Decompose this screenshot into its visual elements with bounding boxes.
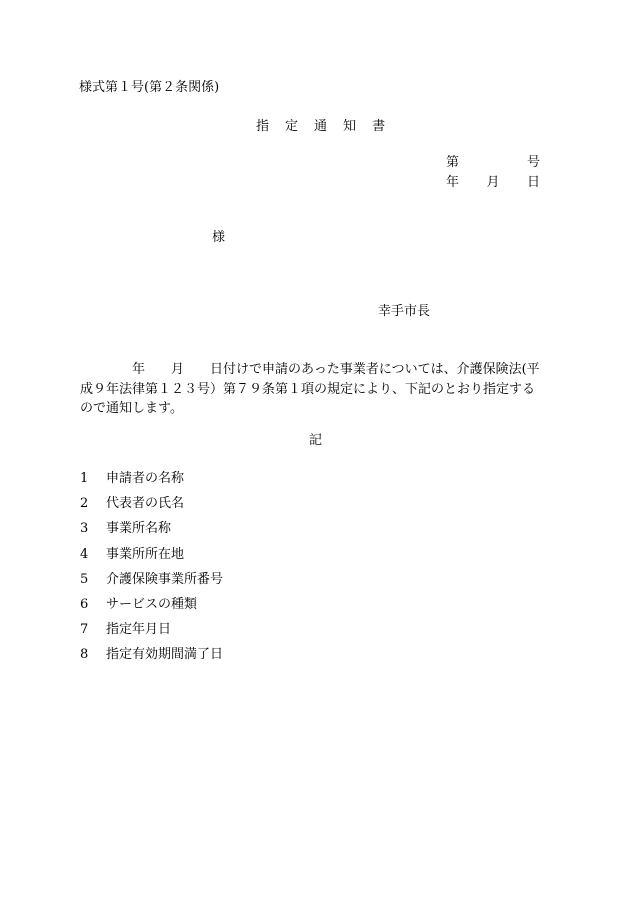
body-line-2: 成９年法律第１２３号）第７９条第１項の規定により、下記のとおり指定する [80,381,536,397]
list-item [80,471,223,496]
number-suffix: 号 [526,155,540,170]
body-line-3: ので通知します。 [80,401,183,416]
item-label: 介護保険事業所番号 [106,571,224,587]
document-number-line [446,155,540,171]
ki-heading: 記 [309,433,323,448]
item-number: 7 [80,622,89,638]
list-item [80,622,223,647]
title-char: 指 [256,119,270,134]
list-item [80,496,223,521]
body-paragraph [80,360,553,419]
list-item [80,521,223,546]
item-label: 事業所名称 [106,521,172,537]
item-label: 申請者の名称 [106,471,185,486]
date-day: 日 [526,175,540,190]
form-number: 様式第１号(第２条関係) [79,80,220,95]
list-item [80,547,223,572]
title-char: 知 [343,119,357,134]
item-label: 指定有効期間満了日 [106,647,224,663]
item-list [80,471,223,673]
item-number: 6 [80,596,89,612]
issuer-name: 幸手市長 [378,304,431,319]
addressee: 様 [212,230,226,245]
item-number: 5 [80,571,89,587]
item-label: 指定年月日 [106,622,172,638]
item-label: 事業所所在地 [106,546,185,562]
item-label: 代表者の氏名 [106,496,185,512]
item-number: 3 [80,521,89,537]
title-char: 定 [285,119,299,134]
date-year: 年 [446,175,460,190]
list-item [80,647,223,672]
title-char: 書 [372,119,386,134]
document-date-line [446,175,540,191]
document-title [256,119,385,135]
item-label: サービスの種類 [106,596,198,612]
number-prefix: 第 [446,155,460,170]
date-month: 月 [486,175,500,190]
item-number: 1 [80,471,89,486]
item-number: 4 [80,546,89,562]
body-line-1: 年 月 日付けで申請のあった事業者については、介護保険法(平 [132,362,540,377]
item-number: 8 [80,647,89,663]
list-item [80,572,223,597]
title-char: 通 [314,119,328,134]
item-number: 2 [80,496,89,512]
list-item [80,597,223,622]
